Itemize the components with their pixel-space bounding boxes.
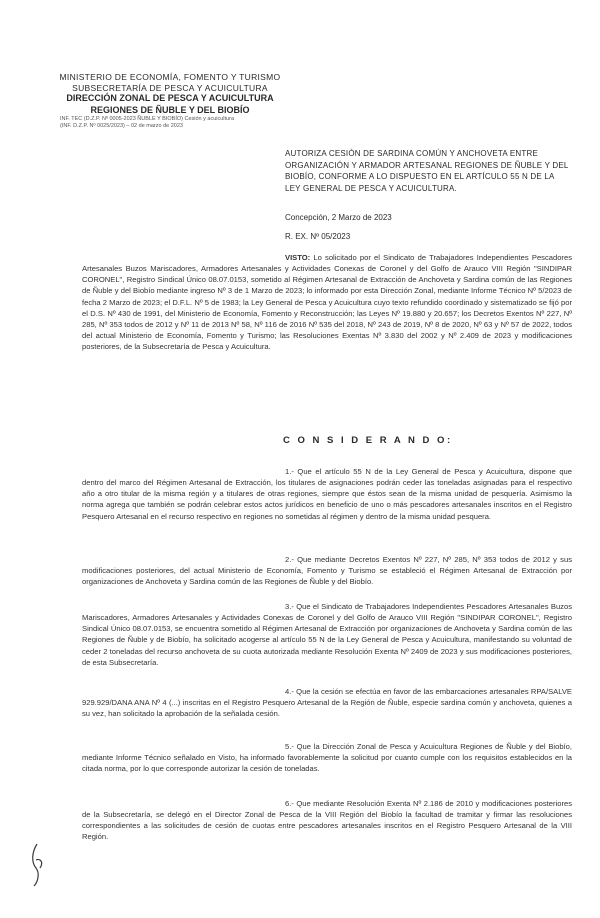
signature-mark: [22, 840, 52, 890]
ministry-line: MINISTERIO DE ECONOMÍA, FOMENTO Y TURISMO: [59, 72, 281, 82]
considerando-item-4: 4.- Que la cesión se efectúa en favor de las embarcaciones artesanales RPA/SALVE 929.929/DANA ANA Nº 4 (...) inscritas en el Registro Pesquero Artesanal de la Región de Ñuble, especie sardina común y anchoveta, quienes a su vez, han solicitado la aprobación de la señalada cesión.: [82, 687, 572, 719]
regions-line: REGIONES DE ÑUBLE Y DEL BIOBÍO: [90, 104, 250, 115]
visto-label: VISTO:: [285, 253, 311, 262]
considerando-item-6: 6.- Que mediante Resolución Exenta Nº 2.186 de 2010 y modificaciones posteriores de la Subsecretaría, se delegó en el Director Zonal de Pesca de la VIII Región del Biobío la facultad de tramitar y firmar las resoluciones correspondientes a las solicitudes de cesión de cuotas entre pescadores artesanales inscritos en el Registro Pesquero Artesanal de la VIII Región.: [82, 799, 572, 842]
resolution-subject: AUTORIZA CESIÓN DE SARDINA COMÚN Y ANCHOVETA ENTRE ORGANIZACIÓN Y ARMADOR ARTESANAL REGIONES DE ÑUBLE Y DEL BIOBÍO, CONFORME A LO DISPUESTO EN EL ARTÍCULO 55 N DE LA LEY GENERAL DE PESCA Y ACUICULTURA.: [285, 149, 569, 193]
direction-line: DIRECCIÓN ZONAL DE PESCA Y ACUICULTURA: [66, 93, 274, 104]
considerando-heading: C O N S I D E R A N D O:: [283, 435, 453, 446]
considerando-item-1: 1.- Que el artículo 55 N de la Ley General de Pesca y Acuicultura, dispone que dentro del marco del Régimen Artesanal de Extracción, los titulares de asignaciones podrán ceder las toneladas asignadas para el respectivo año a otro titular de la misma región y a titulares de otras regiones, siempre que éstos sean de la misma unidad de pesquería. Asimismo la norma agrega que también se podrán celebrar estos actos jurídicos en beneficio de uno o más pescadores artesanales inscritos en el Registro Pesquero Artesanal en el recurso respectivo en regiones no sometidas al régimen y dentro de la misma unidad pesquera.: [82, 467, 572, 521]
visto-text: Lo solicitado por el Sindicato de Trabajadores Independientes Pescadores Artesanales Buzos Mariscadores, Armadores Artesanales y Actividades Conexas de Coronel y del Golfo de Arauco VIII Región "SINDIPAR CORONEL", Registro Sindical Único 08.07.0153, sometido al Régimen Artesanal de Extracción de Anchoveta y Sardina común de las Regiones de Ñuble y del Biobío mediante ingreso Nº 3 de 1 Marzo de 2023; lo informado por esta Dirección Zonal, mediante Informe Técnico Nº 5/2023 de fecha 2 Marzo de 2023; el D.F.L. Nº 5 de 1983; la Ley General de Pesca y Acuicultura cuyo texto refundido coordinado y sistematizado se fijó por el D.S. Nº 430 de 1991, del Ministerio de Economía, Fomento y Reconstrucción; las Leyes Nº 19.880 y 20.657; los Decretos Exentos Nº 227, Nº 285, Nº 353 todos de 2012 y Nº 11 de 2013 Nº 58, Nº 116 de 2016 Nº 535 del 2018, Nº 243 de 2019, Nº 8 de 2020, Nº 63 y Nº 57 de 2022, todos del actual Ministerio de Economía, Fomento y Turismo; las Resoluciones Exentas Nº 3.830 del 2002 y Nº 2.409 de 2023 y modificaciones posteriores, de la Subsecretaría de Pesca y Acuicultura.: [82, 253, 572, 352]
resolution-number: R. EX. Nº 05/2023: [285, 232, 351, 241]
considerando-item-3: 3.- Que el Sindicato de Trabajadores Independientes Pescadores Artesanales Buzos Mariscadores, Armadores Artesanales y Actividades Conexas de Coronel y del Golfo de Arauco VIII Región "SINDIPAR CORONEL", Registro Sindical Único 08.07.0153, se encuentra sometido al Régimen Artesanal de Extracción por organizaciones de Anchoveta y Sardina común de las Regiones de Ñuble y de Biobío, ha solicitado acogerse al artículo 55 N de la Ley General de Pesca y Acuicultura, manifestando su voluntad de ceder 2 toneladas del recurso anchoveta de su cuota autorizada mediante Resolución Exenta Nº 2409 de 2023 y sus modificaciones posteriores, de esta Subsecretaría.: [82, 602, 572, 667]
considerando-item-5: 5.- Que la Dirección Zonal de Pesca y Acuicultura Regiones de Ñuble y del Biobío, mediante Informe Técnico señalado en Visto, ha informado favorablemente la solicitud por cuanto cumple con los requisitos establecidos en la citada norma, por lo que corresponde autorizar la cesión de toneladas.: [82, 742, 572, 774]
letterhead: [40, 72, 300, 130]
subsecretary-line: SUBSECRETARÍA DE PESCA Y ACUICULTURA: [72, 82, 268, 93]
place-date: Concepción, 2 Marzo de 2023: [285, 213, 392, 222]
ref-line-2: (INF. D.Z.P. Nº 0025/2023) – 02 de marzo de 2023: [60, 122, 183, 129]
ref-line-1: INF. TEC (D.Z.P. Nº 0005-2023 ÑUBLE Y BIOBÍO) Cesión y acuicultura: [60, 115, 235, 122]
considerando-item-2: 2.- Que mediante Decretos Exentos Nº 227, Nº 285, Nº 353 todos de 2012 y sus modificaciones posteriores, del actual Ministerio de Economía, Fomento y Turismo se estableció el Régimen Artesanal de Extracción por organizaciones de Anchoveta y Sardina común de las Regiones de Ñuble y del Biobío.: [82, 555, 572, 587]
visto-paragraph: [82, 252, 572, 352]
